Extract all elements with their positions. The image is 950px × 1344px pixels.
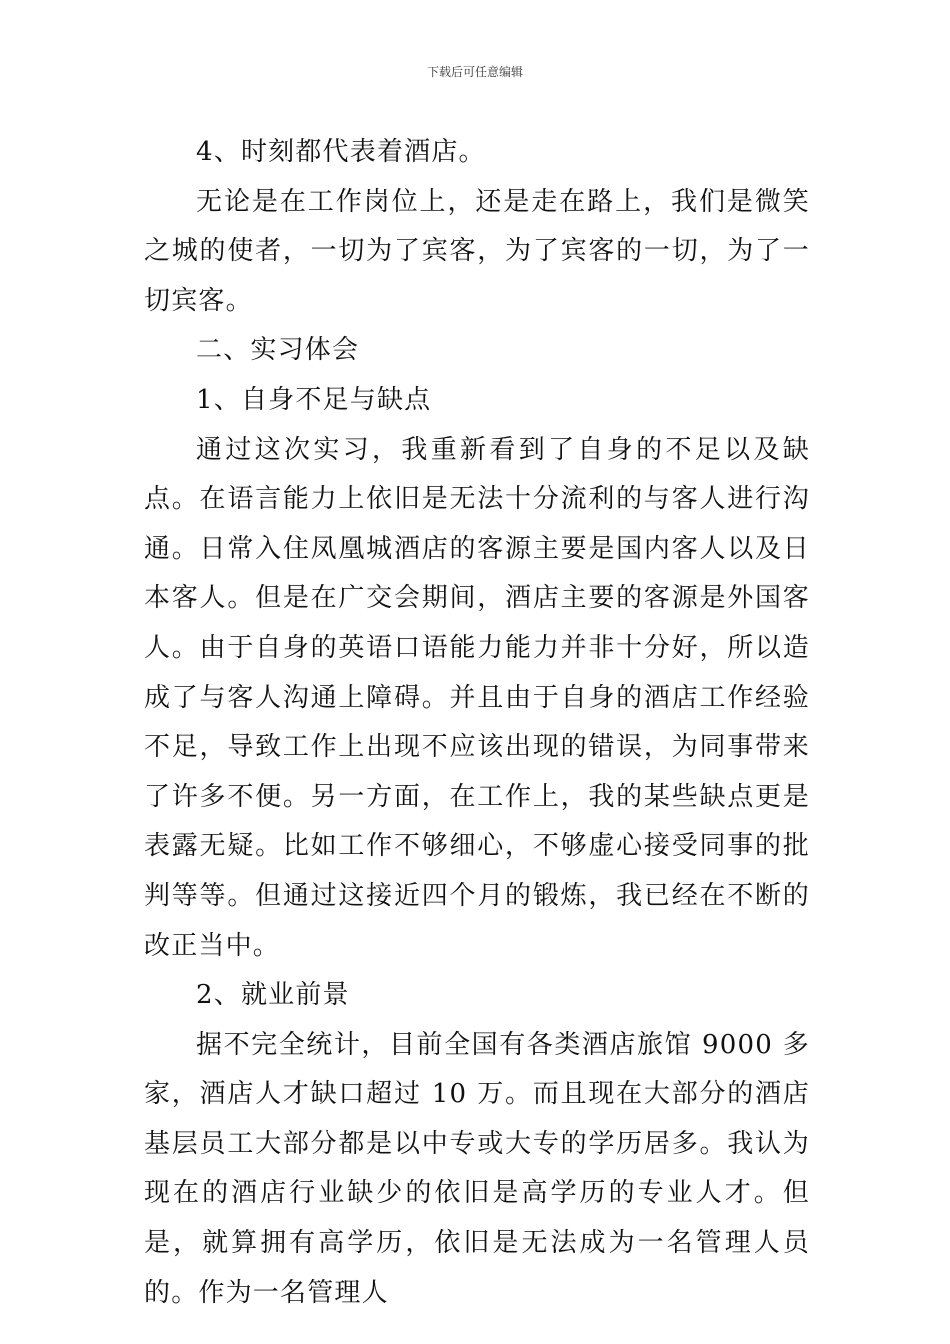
subheading-employment-prospects: 2、就业前景 <box>196 980 350 1011</box>
paragraph-guest-service: 无论是在工作岗位上，还是走在路上，我们是微笑之城的使者，一切为了宾客，为了宾客的一切，为了一切宾客。 <box>144 186 810 316</box>
paragraph-employment-prospects: 据不完全统计，目前全国有各类酒店旅馆 9000 多家，酒店人才缺口超过 10 万。而且现在大部分的酒店基层员工大部分都是以中专或大专的学历居多。我认为现在的酒店行业缺少的依旧是高学历的专业人才。但是，就算拥有高学历，依旧是无法成为一名管理人员的。作为一名管理人 <box>144 1029 810 1308</box>
paragraph-point-4: 4、时刻都代表着酒店。 <box>196 137 486 167</box>
subheading-shortcomings: 1、自身不足与缺点 <box>196 384 432 415</box>
paragraph-shortcomings: 通过这次实习，我重新看到了自身的不足以及缺点。在语言能力上依旧是无法十分流利的与客人进行沟通。日常入住凤凰城酒店的客源主要是国内客人以及日本客人。但是在广交会期间，酒店主要的客源是外国客人。由于自身的英语口语能力能力并非十分好，所以造成了与客人沟通上障碍。并且由于自身的酒店工作经验不足，导致工作上出现不应该出现的错误，为同事带来了许多不便。另一方面，在工作上，我的某些缺点更是表露无疑。比如工作不够细心，不够虚心接受同事的批判等等。但通过这接近四个月的锻炼，我已经在不断的改正当中。 <box>144 434 810 961</box>
page-header: 下载后可任意编辑 <box>426 65 523 79</box>
document-body <box>144 128 810 1318</box>
section-heading-internship-experience: 二、实习体会 <box>196 335 360 366</box>
